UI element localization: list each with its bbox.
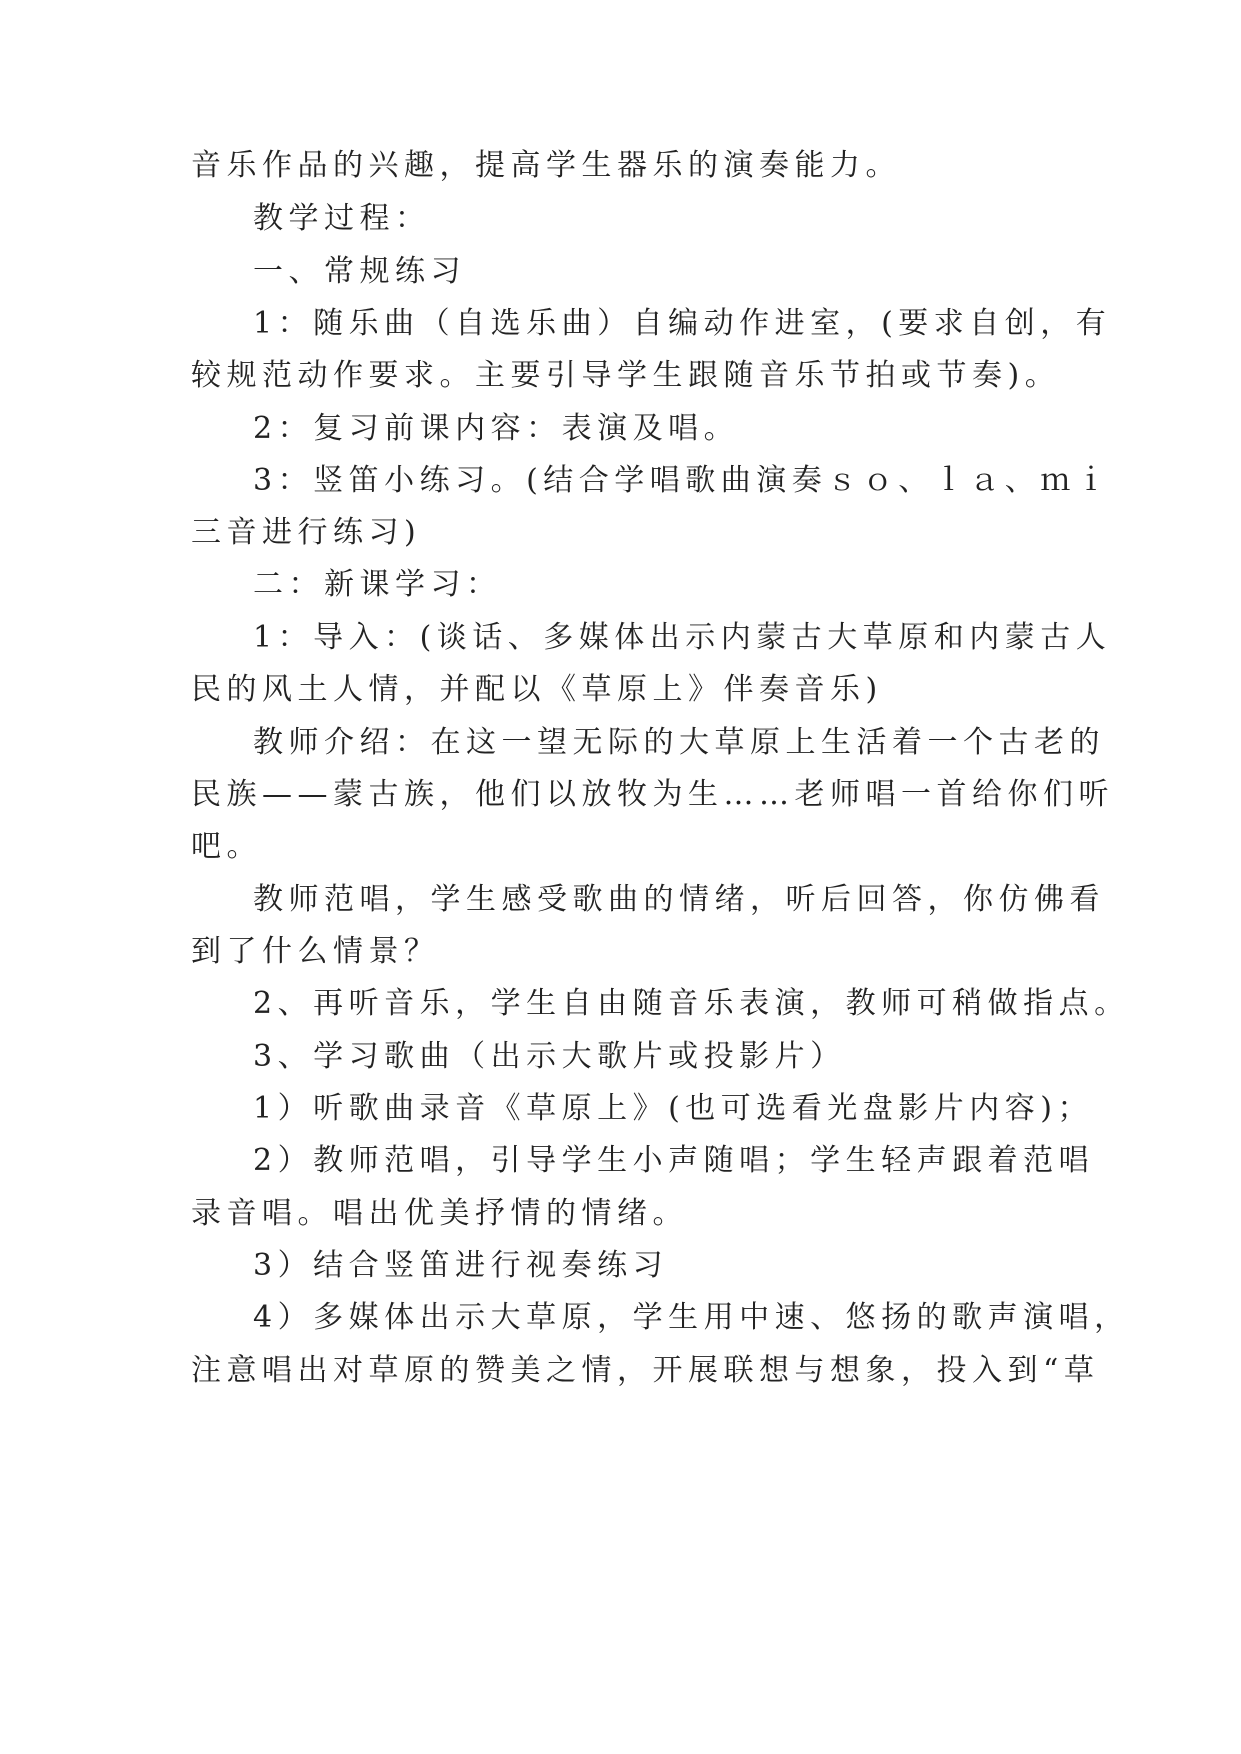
text-line: 教师介绍：在这一望无际的大草原上生活着一个古老的 <box>253 725 1105 760</box>
text-line: 较规范动作要求。主要引导学生跟随音乐节拍或节奏)。 <box>191 358 1061 393</box>
text-line: 1：随乐曲（自选乐曲）自编动作进室，(要求自创，有 <box>253 306 1112 341</box>
text-line: 3、学习歌曲（出示大歌片或投影片） <box>253 1039 846 1074</box>
text-line: 民的风土人情，并配以《草原上》伴奏音乐) <box>191 672 883 707</box>
text-line: 2）教师范唱，引导学生小声随唱；学生轻声跟着范唱 <box>253 1143 1095 1178</box>
text-line: 教学过程： <box>253 201 431 236</box>
text-line: 录音唱。唱出优美抒情的情绪。 <box>191 1196 688 1231</box>
text-line: 1：导入：(谈话、多媒体出示内蒙古大草原和内蒙古人 <box>253 620 1112 655</box>
text-line: 到了什么情景？ <box>191 934 440 969</box>
text-line: 二：新课学习： <box>253 567 502 602</box>
text-line: 注意唱出对草原的赞美之情，开展联想与想象，投入到“草 <box>191 1353 1100 1388</box>
text-line: 三音进行练习) <box>191 515 422 550</box>
text-line: 4）多媒体出示大草原，学生用中速、悠扬的歌声演唱， <box>253 1300 1130 1335</box>
text-line: 民族——蒙古族，他们以放牧为生……老师唱一首给你们听 <box>191 777 1114 812</box>
text-line: 2、再听音乐，学生自由随音乐表演，教师可稍做指点。 <box>253 986 1130 1021</box>
text-line: 音乐作品的兴趣，提高学生器乐的演奏能力。 <box>191 148 901 183</box>
text-line: 3：竖笛小练习。(结合学唱歌曲演奏ｓｏ、ｌａ、ｍｉ <box>253 463 1112 498</box>
text-line: 教师范唱，学生感受歌曲的情绪，听后回答，你仿佛看 <box>253 882 1105 917</box>
text-line: 一、常规练习 <box>253 254 466 289</box>
text-line: 3）结合竖笛进行视奏练习 <box>253 1248 669 1283</box>
text-line: 1）听歌曲录音《草原上》(也可选看光盘影片内容)； <box>253 1091 1093 1126</box>
text-line: 吧。 <box>191 829 262 864</box>
text-line: 2：复习前课内容：表演及唱。 <box>253 411 740 446</box>
